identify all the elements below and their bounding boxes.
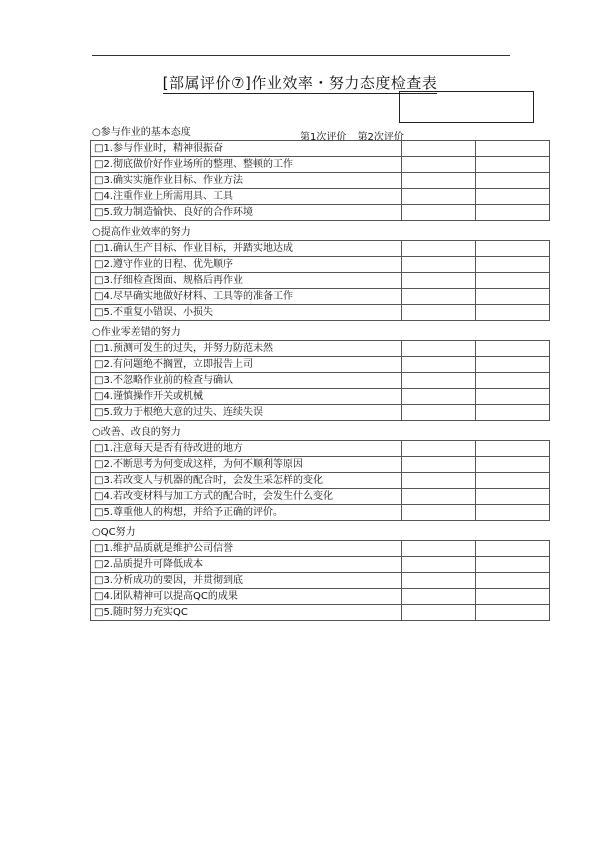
first-evaluation-cell[interactable] [402, 373, 476, 389]
first-evaluation-cell[interactable] [402, 273, 476, 289]
checklist-item[interactable]: □1.预测可发生的过失，并努力防范未然 [91, 341, 402, 357]
checklist-table [90, 340, 550, 421]
checklist-table [90, 540, 550, 621]
first-evaluation-cell[interactable] [402, 405, 476, 421]
checklist-item[interactable]: □4.谨慎操作开关或机械 [91, 389, 402, 405]
first-evaluation-cell[interactable] [402, 389, 476, 405]
table-row [91, 173, 550, 189]
section-title: ○QC努力 [92, 527, 136, 538]
second-evaluation-cell[interactable] [476, 573, 550, 589]
section-efficiency-effort [90, 226, 540, 321]
page-title-text: [部属评价⑦]作业效率・努力态度检查表 [162, 74, 438, 92]
checklist-item[interactable]: □5.随时努力充实QC [91, 605, 402, 621]
first-evaluation-cell[interactable] [402, 441, 476, 457]
checklist-item[interactable]: □3.仔细检查图面、规格后再作业 [91, 273, 402, 289]
table-row [91, 505, 550, 521]
second-evaluation-cell[interactable] [476, 541, 550, 557]
first-evaluation-cell[interactable] [402, 257, 476, 273]
checklist-item[interactable]: □4.注重作业上所需用具、工具 [91, 189, 402, 205]
second-evaluation-cell[interactable] [476, 405, 550, 421]
table-row [91, 241, 550, 257]
first-evaluation-cell[interactable] [402, 473, 476, 489]
checklist-item[interactable]: □3.若改变人与机器的配合时，会发生采怎样的变化 [91, 473, 402, 489]
table-row [91, 273, 550, 289]
first-evaluation-cell[interactable] [402, 505, 476, 521]
second-evaluation-cell[interactable] [476, 389, 550, 405]
table-row [91, 405, 550, 421]
checklist-item[interactable]: □4.尽早确实地做好材料、工具等的准备工作 [91, 289, 402, 305]
second-evaluation-cell[interactable] [476, 441, 550, 457]
first-evaluation-cell[interactable] [402, 341, 476, 357]
second-evaluation-cell[interactable] [476, 457, 550, 473]
second-evaluation-cell[interactable] [476, 589, 550, 605]
checklist-item[interactable]: □5.不重复小错误、小损失 [91, 305, 402, 321]
checklist-item[interactable]: □2.不断思考为何变成这样，为何不顺利等原因 [91, 457, 402, 473]
second-evaluation-cell[interactable] [476, 605, 550, 621]
table-row [91, 157, 550, 173]
checklist-item[interactable]: □3.确实实施作业目标、作业方法 [91, 173, 402, 189]
table-row [91, 441, 550, 457]
second-evaluation-cell[interactable] [476, 157, 550, 173]
table-row [91, 457, 550, 473]
checklist-item[interactable]: □3.不忽略作业前的检查与确认 [91, 373, 402, 389]
table-row [91, 541, 550, 557]
table-row [91, 189, 550, 205]
checklist-item[interactable]: □3.分析成功的要因，并贯彻到底 [91, 573, 402, 589]
second-evaluation-cell[interactable] [476, 489, 550, 505]
checklist-item[interactable]: □1.维护品质就是维护公司信誉 [91, 541, 402, 557]
section-zero-error [90, 326, 540, 421]
table-row [91, 489, 550, 505]
checklist-table [90, 140, 550, 221]
second-evaluation-cell[interactable] [476, 273, 550, 289]
checklist-item[interactable]: □1.注意每天是否有待改进的地方 [91, 441, 402, 457]
table-row [91, 589, 550, 605]
table-row [91, 573, 550, 589]
checklist-item[interactable]: □4.团队精神可以提高QC的成果 [91, 589, 402, 605]
second-evaluation-cell[interactable] [476, 173, 550, 189]
table-row [91, 389, 550, 405]
second-evaluation-cell[interactable] [476, 189, 550, 205]
second-evaluation-cell[interactable] [476, 205, 550, 221]
checklist-item[interactable]: □2.品质提升可降低成本 [91, 557, 402, 573]
second-evaluation-header: 第2次评价 [357, 132, 404, 143]
checklist-item[interactable]: □1.确认生产目标、作业目标，并踏实地达成 [91, 241, 402, 257]
section-qc-effort [90, 526, 540, 621]
checklist-item[interactable]: □5.致力制造愉快、良好的合作环境 [91, 205, 402, 221]
table-row [91, 605, 550, 621]
stamp-box [399, 91, 534, 123]
checklist-item[interactable]: □2.遵守作业的日程、优先顺序 [91, 257, 402, 273]
section-improvement-effort [90, 426, 540, 521]
table-row [91, 341, 550, 357]
first-evaluation-cell[interactable] [402, 573, 476, 589]
table-row [91, 205, 550, 221]
checklist-item[interactable]: □5.致力于根绝大意的过失、连续失误 [91, 405, 402, 421]
second-evaluation-cell[interactable] [476, 341, 550, 357]
section-title: ○作业零差错的努力 [92, 327, 181, 338]
first-evaluation-cell[interactable] [402, 589, 476, 605]
checklist-table [90, 440, 550, 521]
section-title: ○参与作业的基本态度 [92, 127, 191, 138]
second-evaluation-cell[interactable] [476, 557, 550, 573]
table-row [91, 141, 550, 157]
table-row [91, 373, 550, 389]
second-evaluation-cell[interactable] [476, 373, 550, 389]
checklist-table [90, 240, 550, 321]
first-evaluation-cell[interactable] [402, 157, 476, 173]
second-evaluation-cell[interactable] [476, 305, 550, 321]
second-evaluation-cell[interactable] [476, 505, 550, 521]
first-evaluation-cell[interactable] [402, 557, 476, 573]
first-evaluation-cell[interactable] [402, 305, 476, 321]
table-row [91, 257, 550, 273]
first-evaluation-cell[interactable] [402, 289, 476, 305]
section-title: ○提高作业效率的努力 [92, 227, 191, 238]
section-basic-attitude [90, 126, 540, 221]
table-row [91, 357, 550, 373]
first-evaluation-cell[interactable] [402, 205, 476, 221]
checklist-item[interactable]: □1.参与作业时，精神很振奋 [91, 141, 402, 157]
top-rule [92, 55, 510, 56]
second-evaluation-cell[interactable] [476, 141, 550, 157]
first-evaluation-cell[interactable] [402, 189, 476, 205]
checklist-item[interactable]: □2.彻底做价好作业场所的整理、整顿的工作 [91, 157, 402, 173]
checklist-item[interactable]: □4.若改变材料与加工方式的配合时，会发生什么变化 [91, 489, 402, 505]
second-evaluation-cell[interactable] [476, 241, 550, 257]
first-evaluation-cell[interactable] [402, 541, 476, 557]
first-evaluation-cell[interactable] [402, 173, 476, 189]
first-evaluation-cell[interactable] [402, 605, 476, 621]
first-evaluation-cell[interactable] [402, 141, 476, 157]
page-title [0, 72, 600, 93]
first-evaluation-header: 第1次评价 [300, 132, 347, 143]
section-title: ○改善、改良的努力 [92, 427, 181, 438]
second-evaluation-cell[interactable] [476, 473, 550, 489]
second-evaluation-cell[interactable] [476, 357, 550, 373]
table-row [91, 473, 550, 489]
table-row [91, 557, 550, 573]
first-evaluation-cell[interactable] [402, 489, 476, 505]
table-row [91, 305, 550, 321]
first-evaluation-cell[interactable] [402, 241, 476, 257]
table-row [91, 289, 550, 305]
first-evaluation-cell[interactable] [402, 357, 476, 373]
checklist-item[interactable]: □5.尊重他人的构想，并给予正确的评价。 [91, 505, 402, 521]
second-evaluation-cell[interactable] [476, 289, 550, 305]
second-evaluation-cell[interactable] [476, 257, 550, 273]
first-evaluation-cell[interactable] [402, 457, 476, 473]
checklist-item[interactable]: □2.有问题绝不搁置，立即报告上司 [91, 357, 402, 373]
